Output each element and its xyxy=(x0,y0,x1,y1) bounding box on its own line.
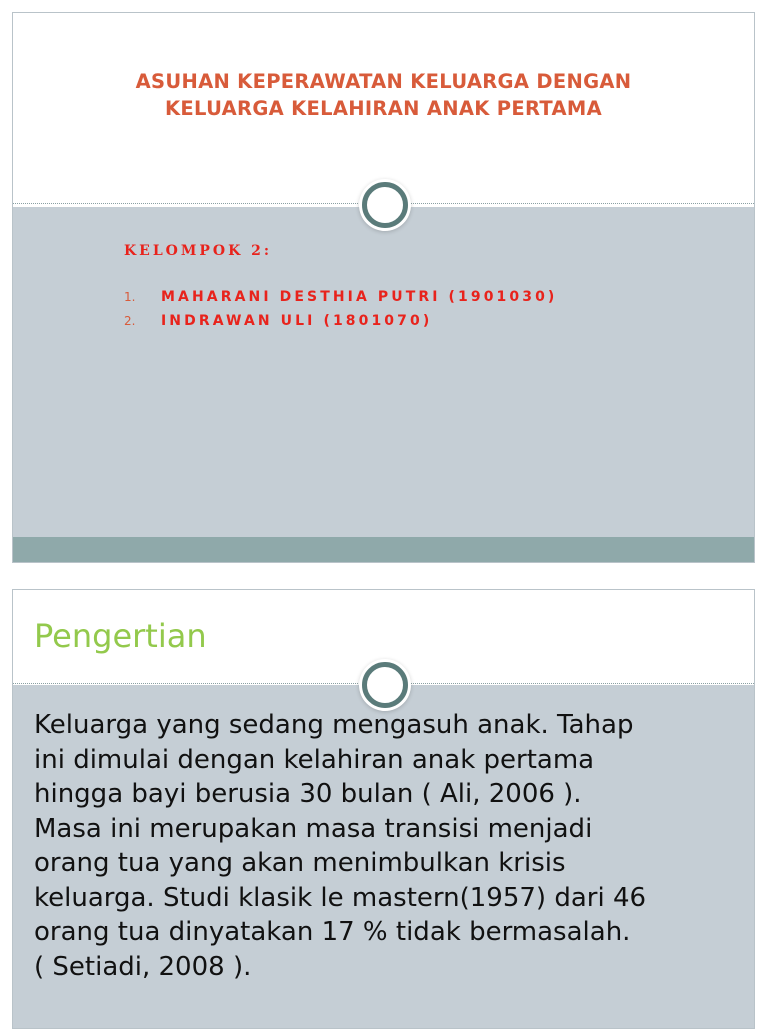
slide-title xyxy=(13,68,754,122)
body-text xyxy=(34,708,744,984)
slide-title-line: KELUARGA KELAHIRAN ANAK PERTAMA xyxy=(165,97,602,120)
body-line: keluarga. Studi klasik le mastern(1957) dari 46 xyxy=(34,882,647,913)
member-list xyxy=(124,289,557,337)
body-line: orang tua dinyatakan 17 % tidak bermasalah. xyxy=(34,917,631,947)
list-number: 1. xyxy=(124,290,136,304)
circle-ornament-icon xyxy=(362,182,408,228)
circle-ornament-icon xyxy=(362,662,408,708)
content-area xyxy=(13,212,754,537)
body-line: Keluarga yang sedang mengasuh anak. Tahap xyxy=(34,710,634,740)
content-slide xyxy=(12,589,755,1029)
body-line: ( Setiadi, 2008 ). xyxy=(34,951,252,982)
list-item xyxy=(124,313,557,337)
member-name: INDRAWAN ULI (1801070) xyxy=(161,313,433,329)
footer-bar xyxy=(13,537,754,563)
body-line: Masa ini merupakan masa transisi menjadi xyxy=(34,813,593,844)
title-area xyxy=(13,13,754,205)
body-line: ini dimulai dengan kelahiran anak pertama xyxy=(34,744,595,775)
slide-title-line: ASUHAN KEPERAWATAN KELUARGA DENGAN xyxy=(135,70,632,93)
group-heading: KELOMPOK 2: xyxy=(124,243,273,259)
member-name: MAHARANI DESTHIA PUTRI (1901030) xyxy=(161,289,558,305)
body-line: orang tua yang akan menimbulkan krisis xyxy=(34,848,566,878)
body-line: hingga bayi berusia 30 bulan ( Ali, 2006 ). xyxy=(34,779,582,809)
list-number: 2. xyxy=(124,314,136,328)
list-item xyxy=(124,289,557,313)
slide-title: Pengertian xyxy=(34,617,207,655)
title-slide xyxy=(12,12,755,563)
